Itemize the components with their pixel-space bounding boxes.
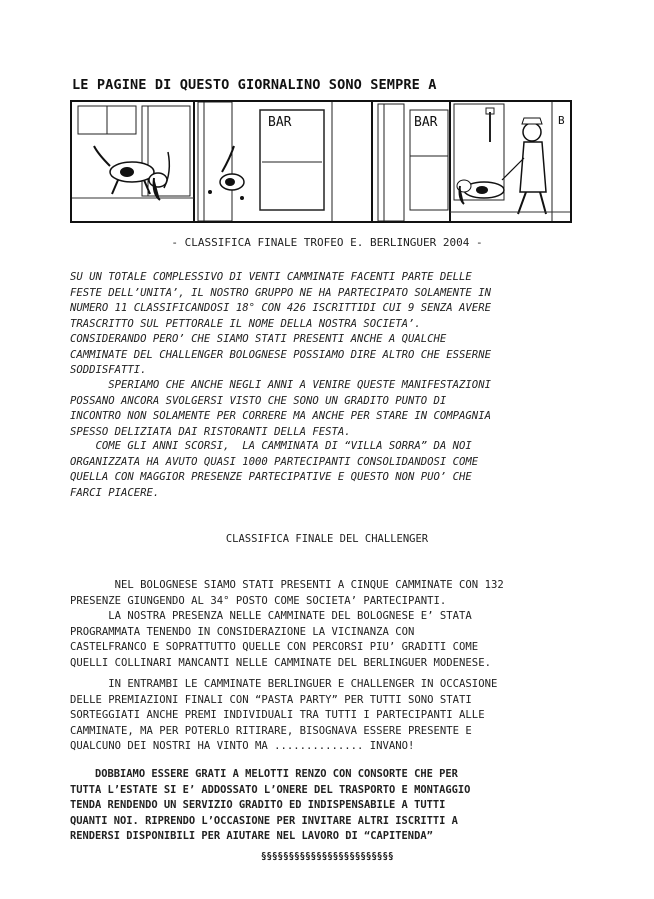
comic-strip-illustration — [72, 102, 570, 221]
panel-4 — [450, 102, 570, 221]
section2-paragraph-1: NEL BOLOGNESE SIAMO STATI PRESENTI A CINQUE CAMMINATE CON 132 PRESENZE GIUNGENDO AL 34° POSTO COME SOCIETA’ PARTECIPANTI. LA NOSTRA PRESENZA NELLE CAMMINATE DEL BOLOGNESE E’ STATA PROGRAMMATA TENENDO IN CONSIDERAZIONE LA VICINANZA CON CASTELFRANCO E SOPRATTUTTO QUELLE CON PERCORSI PIU’ GRADITI COME QUELLI COLLINARI MANCANTI NELLE CAMMINATE DEL BERLINGUER MODENESE. — [70, 579, 504, 669]
section1-paragraph-2: SPERIAMO CHE ANCHE NEGLI ANNI A VENIRE QUESTE MANIFESTAZIONI POSSANO ANCORA SVOLGERSI VISTO CHE SONO UN GRADITO PUNTO DI INCONTRO NON SOLAMENTE PER CORRERE MA ANCHE PER STARE IN COMPAGNIA SPESSO DELIZIATA DAI RISTORANTI DELLA FESTA. — [70, 379, 491, 438]
section-title-challenger: CLASSIFICA FINALE DEL CHALLENGER — [225, 533, 429, 545]
bar-sign-1: BAR — [268, 115, 292, 130]
footer-separator: §§§§§§§§§§§§§§§§§§§§§§§§ — [260, 851, 394, 862]
comic-strip — [70, 100, 572, 223]
header-line-1: LE PAGINE DI QUESTO GIORNALINO SONO SEMPRE A — [72, 77, 437, 93]
section-title-berlinguer: - CLASSIFICA FINALE TROFEO E. BERLINGUER 2004 - — [171, 236, 483, 249]
panel-2 — [198, 102, 332, 221]
section2-paragraph-2: IN ENTRAMBI LE CAMMINATE BERLINGUER E CHALLENGER IN OCCASIONE DELLE PREMIAZIONI FINALI CON “PASTA PARTY” PER TUTTI SONO STATI SORTEGGIATI ANCHE PREMI INDIVIDUALI TRA TUTTI I PARTECIPANTI ALLE CAMMINATE, MA PER POTERLO RITIRARE, BISOGNAVA ESSERE PRESENTE E QUALCUNO DEI NOSTRI HA VINTO MA .............. INVANO! — [70, 678, 498, 752]
panel-3 — [378, 104, 448, 221]
section1-paragraph-1: SU UN TOTALE COMPLESSIVO DI VENTI CAMMINATE FACENTI PARTE DELLE FESTE DELL’UNITA’, IL NOSTRO GRUPPO NE HA PARTECIPATO SOLAMENTE IN NUMERO 11 CLASSIFICANDOSI 18° CON 426 ISCRITTIDI CUI 9 SENZA AVERE TRASCRITTO SUL PETTORALE IL NOME DELLA NOSTRA SOCIETA’. CONSIDERANDO PERO’ CHE SIAMO STATI PRESENTI ANCHE A QUALCHE CAMMINATE DEL CHALLENGER BOLOGNESE POSSIAMO DIRE ALTRO CHE ESSERNE SODDISFATTI. — [70, 271, 491, 376]
bar-sign-2: BAR — [414, 115, 438, 130]
panel-1 — [72, 106, 194, 200]
dog-icon — [94, 146, 167, 200]
section1-paragraph-3: COME GLI ANNI SCORSI, LA CAMMINATA DI “VILLA SORRA” DA NOI ORGANIZZATA HA AVUTO QUASI 1000 PARTECIPANTI CONSOLIDANDOSI COME QUELLA CON MAGGIOR PRESENZE PARTECIPATIVE E QUESTO NON PUO’ CHE FARCI PIACERE. — [70, 440, 479, 499]
b-sign: B — [558, 114, 565, 127]
closing-paragraph: DOBBIAMO ESSERE GRATI A MELOTTI RENZO CON CONSORTE CHE PER TUTTA L’ESTATE SI E’ ADDOSSATO L’ONERE DEL TRASPORTO E MONTAGGIO TENDA RENDENDO UN SERVIZIO GRADITO ED INDISPENSABILE A TUTTI QUANTI NOI. RIPRENDO L’OCCASIONE PER INVITARE ALTRI ISCRITTI A RENDERSI DISPONIBILI PER AIUTARE NEL LAVORO DI “CAPITENDA” — [70, 768, 471, 842]
